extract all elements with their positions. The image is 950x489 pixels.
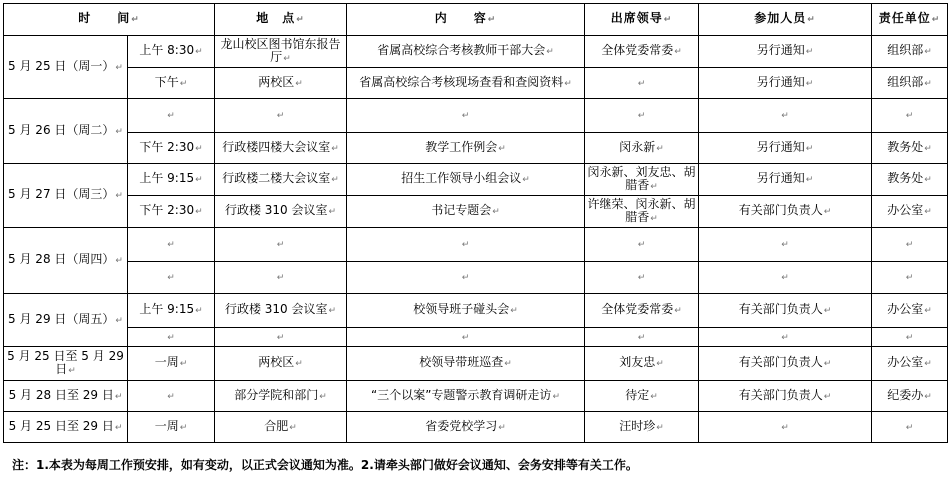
paragraph-mark: ↵ — [656, 422, 664, 433]
paragraph-mark: ↵ — [115, 62, 123, 73]
time-slot-cell — [128, 294, 215, 328]
content-cell — [347, 196, 585, 228]
paragraph-mark: ↵ — [637, 240, 646, 250]
paragraph-mark: ↵ — [331, 143, 339, 154]
cell-text: 全体党委常委 — [601, 302, 674, 316]
paragraph-mark: ↵ — [167, 273, 175, 283]
paragraph-mark: ↵ — [674, 306, 682, 316]
header-attendees: 参加人员↵ — [699, 4, 872, 36]
cell-text: 有关部门负责人 — [738, 355, 823, 369]
cell-text: 刘友忠 — [619, 355, 656, 369]
paragraph-mark: ↵ — [492, 207, 500, 217]
paragraph-mark: ↵ — [546, 47, 554, 57]
cell-text: 龙山校区图书馆东报告厅 — [220, 36, 341, 64]
paragraph-mark: ↵ — [498, 143, 506, 154]
place-cell — [215, 294, 347, 328]
cell-text: 组织部 — [887, 43, 924, 57]
paragraph-mark: ↵ — [195, 207, 203, 217]
date-cell — [4, 294, 128, 347]
paragraph-mark: ↵ — [115, 191, 123, 201]
unit-cell — [872, 164, 948, 196]
time-slot-cell — [128, 164, 215, 196]
paragraph-mark: ↵ — [167, 332, 175, 343]
paragraph-mark: ↵ — [167, 240, 175, 250]
paragraph-mark: ↵ — [637, 78, 646, 89]
table-row — [4, 262, 948, 294]
attendees-cell — [699, 133, 872, 164]
header-leader: 出席领导↵ — [585, 4, 699, 36]
place-cell — [215, 36, 347, 68]
cell-text: 行政楼四楼大会议室 — [222, 139, 331, 154]
unit-cell — [872, 412, 948, 443]
paragraph-mark: ↵ — [195, 143, 203, 154]
cell-text: 5 月 29 日（周五） — [8, 311, 115, 326]
table-row — [4, 228, 948, 262]
paragraph-mark: ↵ — [823, 359, 832, 369]
unit-cell — [872, 196, 948, 228]
paragraph-mark: ↵ — [195, 306, 203, 316]
cell-text: 闵永新 — [619, 139, 656, 154]
place-cell — [215, 347, 347, 381]
paragraph-mark: ↵ — [195, 47, 203, 57]
paragraph-mark: ↵ — [114, 422, 123, 433]
cell-text: 上午 9:15 — [139, 171, 195, 185]
cell-text: 书记专题会 — [431, 203, 492, 217]
content-cell — [347, 381, 585, 412]
leader-cell — [585, 347, 699, 381]
cell-text: 5 月 25 日至 5 月 29 日 — [7, 348, 124, 376]
paragraph-mark: ↵ — [295, 359, 303, 369]
leader-cell — [585, 133, 699, 164]
paragraph-mark: ↵ — [328, 306, 337, 316]
time-slot-cell — [128, 412, 215, 443]
paragraph-mark: ↵ — [650, 391, 658, 402]
unit-cell — [872, 99, 948, 133]
place-cell — [215, 228, 347, 262]
place-cell — [215, 133, 347, 164]
leader-cell — [585, 328, 699, 347]
content-cell — [347, 68, 585, 99]
paragraph-mark: ↵ — [656, 143, 664, 154]
cell-text: 有关部门负责人 — [738, 203, 823, 217]
paragraph-mark: ↵ — [924, 143, 932, 154]
leader-cell — [585, 294, 699, 328]
cell-text: 省属高校综合考核现场查看和查阅资料 — [359, 74, 564, 89]
content-cell — [347, 328, 585, 347]
table-row — [4, 294, 948, 328]
paragraph-mark: ↵ — [637, 332, 646, 343]
cell-text: 下午 2:30 — [139, 139, 195, 154]
paragraph-mark: ↵ — [823, 207, 832, 217]
paragraph-mark: ↵ — [781, 111, 789, 121]
time-slot-cell — [128, 381, 215, 412]
paragraph-mark: ↵ — [283, 53, 291, 64]
leader-cell — [585, 228, 699, 262]
content-cell — [347, 347, 585, 381]
paragraph-mark: ↵ — [179, 422, 188, 433]
paragraph-mark: ↵ — [167, 391, 175, 402]
cell-text: 另行通知 — [756, 139, 805, 154]
cell-text: 5 月 27 日（周三） — [8, 187, 115, 201]
paragraph-mark: ↵ — [115, 126, 123, 137]
leader-cell — [585, 381, 699, 412]
attendees-cell — [699, 412, 872, 443]
paragraph-mark: ↵ — [905, 240, 914, 250]
cell-text: 待定 — [625, 387, 650, 402]
date-cell — [4, 99, 128, 164]
paragraph-mark: ↵ — [331, 175, 339, 185]
attendees-cell — [699, 228, 872, 262]
cell-text: 省属高校综合考核教师干部大会 — [377, 43, 546, 57]
cell-text: 另行通知 — [756, 171, 805, 185]
date-cell — [4, 347, 128, 381]
content-cell — [347, 412, 585, 443]
attendees-cell — [699, 347, 872, 381]
paragraph-mark: ↵ — [522, 175, 530, 185]
leader-cell — [585, 164, 699, 196]
header-row — [4, 4, 948, 36]
unit-cell — [872, 294, 948, 328]
paragraph-mark: ↵ — [924, 359, 932, 369]
paragraph-mark: ↵ — [461, 332, 470, 343]
cell-text: 5 月 25 日（周一） — [8, 58, 115, 73]
paragraph-mark: ↵ — [179, 78, 188, 89]
table-row — [4, 36, 948, 68]
paragraph-mark: ↵ — [650, 181, 658, 192]
time-slot-cell — [128, 99, 215, 133]
cell-text: 教务处 — [887, 171, 924, 185]
paragraph-mark: ↵ — [276, 111, 285, 121]
paragraph-mark: ↵ — [905, 422, 914, 433]
leader-cell — [585, 99, 699, 133]
table-row — [4, 99, 948, 133]
cell-text: 另行通知 — [756, 43, 805, 57]
paragraph-mark: ↵ — [461, 240, 470, 250]
place-cell — [215, 381, 347, 412]
cell-text: 教学工作例会 — [425, 139, 498, 154]
cell-text: 一周 — [154, 418, 179, 433]
table-row — [4, 347, 948, 381]
attendees-cell — [699, 36, 872, 68]
paragraph-mark: ↵ — [905, 332, 914, 343]
paragraph-mark: ↵ — [276, 240, 285, 250]
table-row — [4, 196, 948, 228]
paragraph-mark: ↵ — [167, 111, 175, 121]
paragraph-mark: ↵ — [319, 391, 327, 402]
paragraph-mark: ↵ — [781, 240, 789, 250]
unit-cell — [872, 228, 948, 262]
cell-text: 部分学院和部门 — [234, 387, 319, 402]
paragraph-mark: ↵ — [905, 273, 914, 283]
place-cell — [215, 262, 347, 294]
paragraph-mark: ↵ — [461, 111, 470, 121]
cell-text: 两校区 — [258, 355, 295, 369]
paragraph-mark: ↵ — [781, 273, 789, 283]
paragraph-mark: ↵ — [68, 365, 76, 376]
cell-text: 招生工作领导小组会议 — [401, 171, 522, 185]
cell-text: 办公室 — [887, 302, 924, 316]
cell-text: 校领导班子碰头会 — [413, 302, 510, 316]
cell-text: 两校区 — [258, 74, 295, 89]
content-cell — [347, 133, 585, 164]
attendees-cell — [699, 381, 872, 412]
paragraph-mark: ↵ — [805, 78, 814, 89]
time-slot-cell — [128, 196, 215, 228]
cell-text: 校领导带班巡查 — [419, 355, 504, 369]
paragraph-mark: ↵ — [781, 332, 789, 343]
footnote: 注：1.本表为每周工作预安排，如有变动，以正式会议通知为准。2.请牵头部门做好会议通知、会务安排等有关工作。 — [12, 458, 638, 472]
paragraph-mark: ↵ — [328, 207, 337, 217]
cell-text: 有关部门负责人 — [738, 302, 823, 316]
paragraph-mark: ↵ — [823, 391, 832, 402]
header-place: 地 点↵ — [215, 4, 347, 36]
unit-cell — [872, 133, 948, 164]
cell-text: 办公室 — [887, 203, 924, 217]
content-cell — [347, 228, 585, 262]
unit-cell — [872, 68, 948, 99]
cell-text: 另行通知 — [756, 74, 805, 89]
time-slot-cell — [128, 328, 215, 347]
unit-cell — [872, 36, 948, 68]
paragraph-mark: ↵ — [637, 273, 646, 283]
paragraph-mark: ↵ — [805, 143, 814, 154]
paragraph-mark: ↵ — [115, 256, 123, 266]
cell-text: 下午 2:30 — [139, 203, 195, 217]
paragraph-mark: ↵ — [552, 391, 560, 402]
attendees-cell — [699, 294, 872, 328]
cell-text: 行政楼二楼大会议室 — [222, 171, 331, 185]
date-cell — [4, 164, 128, 228]
time-slot-cell — [128, 347, 215, 381]
paragraph-mark: ↵ — [924, 175, 932, 185]
leader-cell — [585, 196, 699, 228]
cell-text: 省委党校学习 — [425, 418, 498, 433]
paragraph-mark: ↵ — [295, 78, 303, 89]
table-row — [4, 381, 948, 412]
cell-text: 5 月 28 日（周四） — [8, 252, 115, 266]
paragraph-mark: ↵ — [781, 422, 789, 433]
paragraph-mark: ↵ — [564, 78, 572, 89]
paragraph-mark: ↵ — [924, 47, 932, 57]
table-row — [4, 328, 948, 347]
cell-text: 组织部 — [887, 74, 924, 89]
cell-text: 行政楼 310 会议室 — [224, 203, 328, 217]
unit-cell — [872, 347, 948, 381]
paragraph-mark: ↵ — [637, 111, 646, 121]
leader-cell — [585, 412, 699, 443]
cell-text: 许继荣、闵永新、胡腊香 — [587, 196, 696, 224]
cell-text: 一周 — [154, 355, 179, 369]
paragraph-mark: ↵ — [905, 111, 914, 121]
place-cell — [215, 68, 347, 99]
paragraph-mark: ↵ — [924, 306, 932, 316]
paragraph-mark: ↵ — [461, 273, 470, 283]
cell-text: 5 月 26 日（周二） — [8, 122, 115, 137]
time-slot-cell — [128, 133, 215, 164]
attendees-cell — [699, 99, 872, 133]
paragraph-mark: ↵ — [674, 47, 682, 57]
place-cell — [215, 196, 347, 228]
leader-cell — [585, 36, 699, 68]
cell-text: 全体党委常委 — [601, 43, 674, 57]
paragraph-mark: ↵ — [650, 213, 658, 224]
attendees-cell — [699, 328, 872, 347]
leader-cell — [585, 262, 699, 294]
cell-text: 行政楼 310 会议室 — [224, 302, 328, 316]
content-cell — [347, 262, 585, 294]
date-cell — [4, 228, 128, 294]
cell-text: 上午 9:15 — [139, 302, 195, 316]
header-content: 内 容↵ — [347, 4, 585, 36]
content-cell — [347, 164, 585, 196]
paragraph-mark: ↵ — [498, 422, 506, 433]
place-cell — [215, 412, 347, 443]
place-cell — [215, 164, 347, 196]
date-cell — [4, 412, 128, 443]
paragraph-mark: ↵ — [924, 391, 932, 402]
table-row — [4, 412, 948, 443]
cell-text: “三个以案”专题警示教育调研走访 — [371, 387, 552, 402]
paragraph-mark: ↵ — [115, 315, 123, 326]
cell-text: 办公室 — [887, 355, 924, 369]
paragraph-mark: ↵ — [276, 332, 285, 343]
paragraph-mark: ↵ — [179, 359, 188, 369]
table-row — [4, 133, 948, 164]
time-slot-cell — [128, 262, 215, 294]
cell-text: 纪委办 — [887, 387, 924, 402]
date-cell — [4, 36, 128, 99]
unit-cell — [872, 381, 948, 412]
header-unit: 责任单位↵ — [872, 4, 948, 36]
attendees-cell — [699, 164, 872, 196]
table-row — [4, 164, 948, 196]
time-slot-cell — [128, 36, 215, 68]
paragraph-mark: ↵ — [924, 207, 932, 217]
cell-text: 上午 8:30 — [139, 43, 195, 57]
paragraph-mark: ↵ — [195, 175, 203, 185]
attendees-cell — [699, 262, 872, 294]
cell-text: 下午 — [154, 74, 179, 89]
paragraph-mark: ↵ — [823, 306, 832, 316]
content-cell — [347, 36, 585, 68]
time-slot-cell — [128, 68, 215, 99]
unit-cell — [872, 328, 948, 347]
paragraph-mark: ↵ — [114, 391, 123, 402]
paragraph-mark: ↵ — [924, 78, 932, 89]
weekly-schedule-table — [3, 3, 948, 443]
paragraph-mark: ↵ — [805, 175, 814, 185]
header-time: 时 间↵ — [4, 4, 215, 36]
time-slot-cell — [128, 228, 215, 262]
paragraph-mark: ↵ — [276, 273, 285, 283]
paragraph-mark: ↵ — [805, 47, 814, 57]
content-cell — [347, 294, 585, 328]
cell-text: 有关部门负责人 — [738, 387, 823, 402]
cell-text: 5 月 28 日至 29 日 — [8, 387, 114, 402]
paragraph-mark: ↵ — [504, 359, 512, 369]
paragraph-mark: ↵ — [656, 359, 664, 369]
unit-cell — [872, 262, 948, 294]
cell-text: 教务处 — [887, 139, 924, 154]
cell-text: 5 月 25 日至 29 日 — [8, 418, 114, 433]
content-cell — [347, 99, 585, 133]
cell-text: 汪时珍 — [619, 418, 656, 433]
attendees-cell — [699, 196, 872, 228]
paragraph-mark: ↵ — [289, 422, 297, 433]
cell-text: 合肥 — [264, 418, 289, 433]
cell-text: 闵永新、刘友忠、胡腊香 — [587, 164, 696, 192]
place-cell — [215, 328, 347, 347]
place-cell — [215, 99, 347, 133]
date-cell — [4, 381, 128, 412]
leader-cell — [585, 68, 699, 99]
attendees-cell — [699, 68, 872, 99]
paragraph-mark: ↵ — [510, 306, 518, 316]
table-row — [4, 68, 948, 99]
